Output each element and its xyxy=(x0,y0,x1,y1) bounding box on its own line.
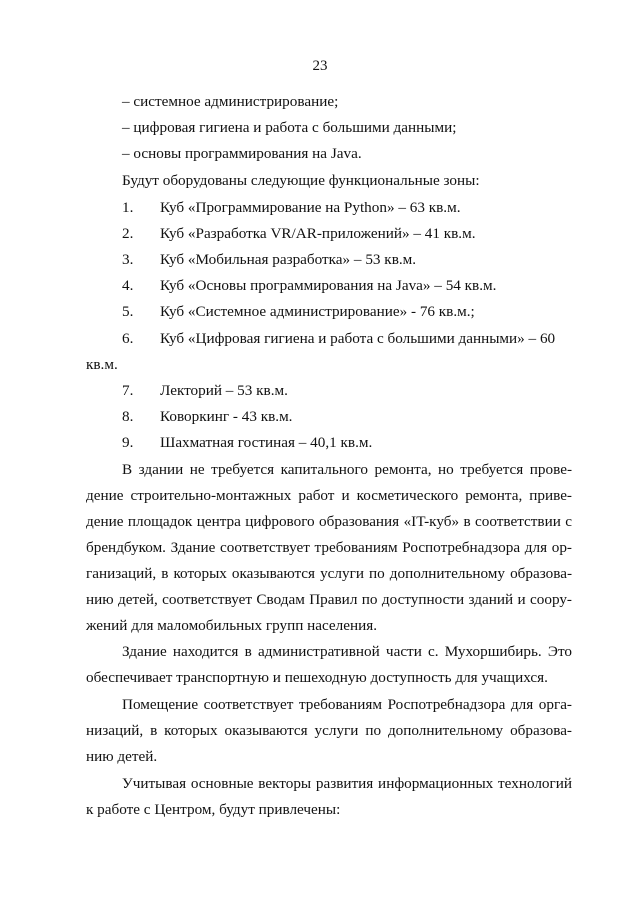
bullet-item: – системное администрирование; xyxy=(122,93,339,110)
paragraph-line: нию детей. xyxy=(86,748,158,765)
list-number: 5. xyxy=(122,303,134,320)
paragraph-line: жений для маломобильных групп населения. xyxy=(86,617,378,634)
list-text: Куб «Мобильная разработка» – 53 кв.м. xyxy=(160,251,417,268)
paragraph-line: низаций, в которых оказываются услуги по дополнительному образова- xyxy=(86,722,572,739)
zones-intro: Будут оборудованы следующие функциональные зоны: xyxy=(122,172,480,189)
bullet-item: – основы программирования на Java. xyxy=(122,145,362,162)
paragraph-line: В здании не требуется капитального ремонта, но требуется прове- xyxy=(122,461,572,478)
list-text: Коворкинг - 43 кв.м. xyxy=(160,408,293,425)
list-text: Куб «Основы программирования на Java» – 54 кв.м. xyxy=(160,277,497,294)
paragraph-line: дение площадок центра цифрового образования «IT-куб» в соответствии с xyxy=(86,513,572,530)
list-text-continuation: кв.м. xyxy=(86,356,118,373)
list-text: Куб «Цифровая гигиена и работа с большими данными» – 60 xyxy=(160,330,556,347)
paragraph-line: к работе с Центром, будут привлечены: xyxy=(86,801,341,818)
paragraph-line: брендбуком. Здание соответствует требованиям Роспотребнадзора для ор- xyxy=(86,539,572,556)
list-text: Куб «Программирование на Python» – 63 кв.м. xyxy=(160,199,461,216)
list-number: 9. xyxy=(122,434,134,451)
list-text: Шахматная гостиная – 40,1 кв.м. xyxy=(160,434,373,451)
list-number: 7. xyxy=(122,382,134,399)
list-number: 1. xyxy=(122,199,134,216)
list-text: Куб «Разработка VR/AR-приложений» – 41 кв.м. xyxy=(160,225,476,242)
paragraph-line: обеспечивает транспортную и пешеходную доступность для учащихся. xyxy=(86,669,548,686)
list-text: Лекторий – 53 кв.м. xyxy=(160,382,288,399)
list-number: 2. xyxy=(122,225,134,242)
page-number: 23 xyxy=(312,58,328,74)
paragraph-line: ганизаций, в которых оказываются услуги по дополнительному образова- xyxy=(86,565,572,582)
bullet-item: – цифровая гигиена и работа с большими данными; xyxy=(122,119,457,136)
paragraph-line: Учитывая основные векторы развития информационных технологий xyxy=(122,775,572,792)
paragraph-line: дение строительно-монтажных работ и косметического ремонта, приве- xyxy=(86,487,572,504)
paragraph-line: Помещение соответствует требованиям Роспотребнадзора для орга- xyxy=(122,696,572,713)
list-text: Куб «Системное администрирование» - 76 кв.м.; xyxy=(160,303,475,320)
paragraph-line: Здание находится в административной части с. Мухоршибирь. Это xyxy=(122,643,572,660)
list-number: 3. xyxy=(122,251,134,268)
list-number: 8. xyxy=(122,408,134,425)
list-number: 6. xyxy=(122,330,134,347)
list-number: 4. xyxy=(122,277,134,294)
paragraph-line: нию детей, соответствует Сводам Правил по доступности зданий и соору- xyxy=(86,591,572,608)
